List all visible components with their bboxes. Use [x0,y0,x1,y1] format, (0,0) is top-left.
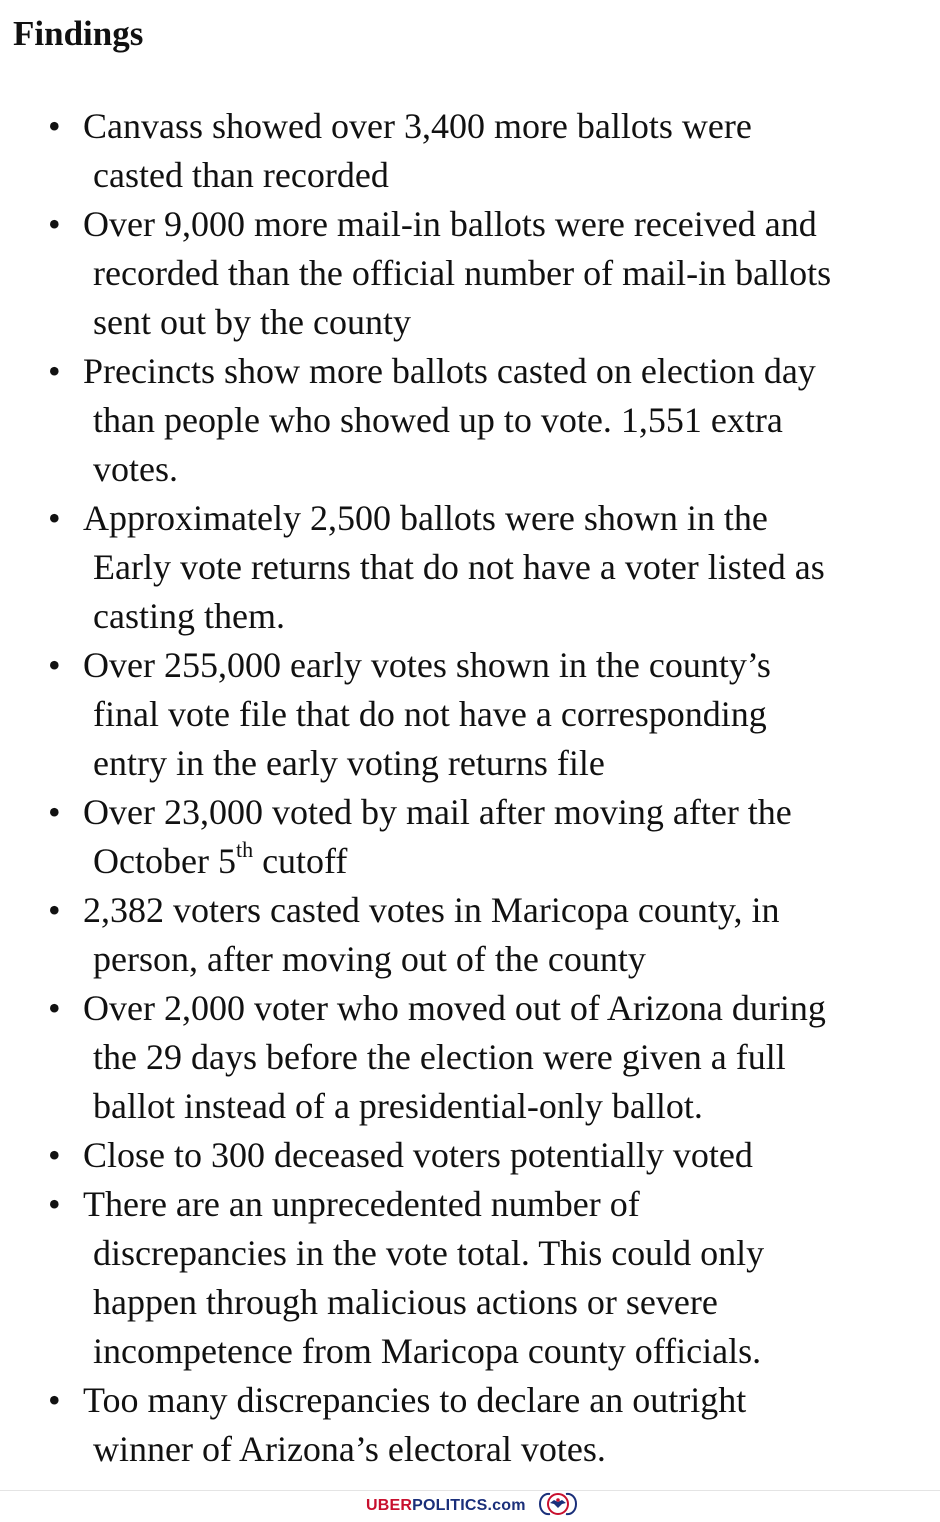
finding-text [83,347,929,494]
finding-text [83,641,929,788]
finding-line [83,837,929,886]
finding-item-5 [44,641,929,788]
watermark-uber: UBER [366,1497,413,1514]
finding-line: Close to 300 deceased voters potentially voted [83,1135,753,1175]
bullet-icon: • [48,890,61,930]
finding-line: 2,382 voters casted votes in Maricopa county, in [83,890,780,930]
finding-item-6 [44,788,929,886]
findings-list [44,102,929,1474]
finding-line: final vote file that do not have a corresponding [93,694,767,734]
finding-line: sent out by the county [93,302,411,342]
finding-line: recorded than the official number of mail-in ballots [93,253,832,293]
finding-line-part: cutoff [253,841,348,881]
finding-line: Precincts show more ballots casted on election day [83,351,816,391]
finding-line: votes. [93,449,178,489]
bullet-icon: • [48,1135,61,1175]
finding-line-part: October 5 [93,841,236,881]
finding-line: Over 23,000 voted by mail after moving after the [83,792,792,832]
finding-item-8 [44,984,929,1131]
finding-line: Over 255,000 early votes shown in the county’s [83,645,771,685]
finding-line: Too many discrepancies to declare an outright [83,1380,747,1420]
finding-item-7 [44,886,929,984]
finding-text [83,1180,929,1376]
finding-text [83,886,929,984]
finding-text [83,1131,929,1180]
finding-line: casted than recorded [93,155,389,195]
finding-line: ballot instead of a presidential-only ballot. [93,1086,703,1126]
finding-line: Over 2,000 voter who moved out of Arizona during [83,988,826,1028]
finding-line: entry in the early voting returns file [93,743,605,783]
finding-text [83,788,929,886]
finding-text [83,200,929,347]
finding-item-11 [44,1376,929,1474]
ordinal-superscript: th [235,837,254,862]
finding-text [83,102,929,200]
bullet-icon: • [48,645,61,685]
bullet-icon: • [48,1184,61,1224]
finding-line: winner of Arizona’s electoral votes. [93,1429,606,1469]
footer-divider [0,1490,940,1491]
finding-line: Over 9,000 more mail-in ballots were received and [83,204,817,244]
finding-item-3 [44,347,929,494]
finding-line: the 29 days before the election were given a full [93,1037,786,1077]
watermark-politics: POLITICS [412,1497,488,1514]
finding-line: person, after moving out of the county [93,939,646,979]
watermark-com: .com [487,1497,526,1514]
bullet-icon: • [48,106,61,146]
finding-item-1 [44,102,929,200]
finding-line: Early vote returns that do not have a voter listed as [93,547,825,587]
finding-item-9 [44,1131,929,1180]
findings-heading: Findings [13,14,144,53]
finding-item-4 [44,494,929,641]
bullet-icon: • [48,792,61,832]
finding-line: Approximately 2,500 ballots were shown in the [83,498,768,538]
finding-line: There are an unprecedented number of [83,1184,640,1224]
finding-line: casting them. [93,596,285,636]
eagle-seal-icon [536,1491,580,1522]
uberpolitics-watermark [366,1493,580,1519]
finding-text [83,1376,929,1474]
finding-line: than people who showed up to vote. 1,551 extra [93,400,783,440]
bullet-icon: • [48,988,61,1028]
finding-text [83,984,929,1131]
finding-item-2 [44,200,929,347]
bullet-icon: • [48,351,61,391]
finding-line: discrepancies in the vote total. This could only [93,1233,765,1273]
finding-text [83,494,929,641]
finding-line: incompetence from Maricopa county officials. [93,1331,762,1371]
finding-line: Canvass showed over 3,400 more ballots were [83,106,752,146]
bullet-icon: • [48,204,61,244]
finding-item-10 [44,1180,929,1376]
watermark-text [366,1497,526,1515]
bullet-icon: • [48,498,61,538]
bullet-icon: • [48,1380,61,1420]
finding-line: happen through malicious actions or severe [93,1282,718,1322]
